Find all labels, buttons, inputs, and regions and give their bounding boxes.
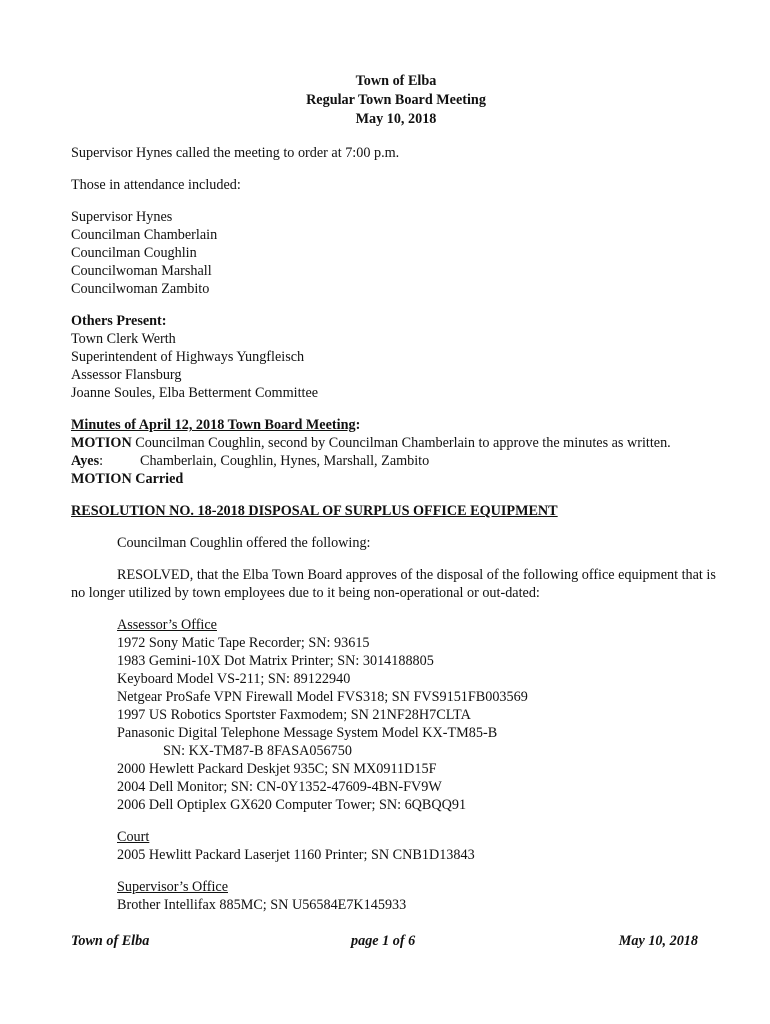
others-item: Town Clerk Werth <box>71 331 176 347</box>
equipment-item: 2006 Dell Optiplex GX620 Computer Tower; SN: 6QBQQ91 <box>117 797 467 813</box>
header-meeting-type: Regular Town Board Meeting <box>306 92 486 108</box>
court-heading: Court <box>117 829 150 845</box>
equipment-item: Keyboard Model VS-211; SN: 89122940 <box>117 671 351 687</box>
attendance-intro: Those in attendance included: <box>71 177 241 193</box>
attendee-item: Councilwoman Marshall <box>71 263 212 279</box>
assessor-office-heading: Assessor’s Office <box>117 617 217 633</box>
court-list <box>71 828 721 864</box>
minutes-heading <box>71 416 721 434</box>
ayes-colon: : <box>99 453 104 469</box>
motion-carried: MOTION Carried <box>71 471 184 487</box>
minutes-section <box>71 416 721 488</box>
others-present-heading: Others Present: <box>71 313 167 329</box>
resolution-title: RESOLUTION NO. 18-2018 DISPOSAL OF SURPLUS OFFICE EQUIPMENT <box>71 503 558 519</box>
equipment-item: 2005 Hewlitt Packard Laserjet 1160 Printer; SN CNB1D13843 <box>117 847 475 863</box>
supervisor-office-heading: Supervisor’s Office <box>117 879 228 895</box>
supervisor-office-list <box>71 878 721 914</box>
equipment-item: Netgear ProSafe VPN Firewall Model FVS318; SN FVS9151FB003569 <box>117 689 528 705</box>
minutes-motion <box>71 434 721 452</box>
attendee-item: Councilman Coughlin <box>71 245 197 261</box>
minutes-heading-text: Minutes of April 12, 2018 Town Board Meeting <box>71 417 356 433</box>
equipment-item: 1997 US Robotics Sportster Faxmodem; SN 21NF28H7CLTA <box>117 707 471 723</box>
resolution-resolved: RESOLVED, that the Elba Town Board approves of the disposal of the following office equipment that is no longer utilized by town employees due to it being non-operational or out-dated: <box>71 567 716 601</box>
equipment-item: 2004 Dell Monitor; SN: CN-0Y1352-47609-4BN-FV9W <box>117 779 442 795</box>
others-item: Superintendent of Highways Yungfleisch <box>71 349 305 365</box>
attendee-list <box>71 208 721 298</box>
motion-text: Councilman Coughlin, second by Councilman Chamberlain to approve the minutes as written. <box>131 435 671 451</box>
minutes-heading-colon: : <box>355 417 361 433</box>
motion-label: MOTION <box>71 435 132 451</box>
attendee-item: Councilwoman Zambito <box>71 281 210 297</box>
attendee-item: Councilman Chamberlain <box>71 227 218 243</box>
resolution-offered: Councilman Coughlin offered the following: <box>117 535 371 551</box>
minutes-ayes <box>71 452 721 470</box>
equipment-item: 1983 Gemini-10X Dot Matrix Printer; SN: 3014188805 <box>117 653 434 669</box>
others-present <box>71 312 721 402</box>
equipment-item: 2000 Hewlett Packard Deskjet 935C; SN MX0911D15F <box>117 761 437 777</box>
attendee-item: Supervisor Hynes <box>71 209 173 225</box>
equipment-item: Brother Intellifax 885MC; SN U56584E7K145933 <box>117 897 407 913</box>
ayes-text: Chamberlain, Coughlin, Hynes, Marshall, Zambito <box>140 453 430 469</box>
others-item: Assessor Flansburg <box>71 367 182 383</box>
equipment-item-serial: SN: KX-TM87-B 8FASA056750 <box>163 743 352 759</box>
opening-statement: Supervisor Hynes called the meeting to order at 7:00 p.m. <box>71 145 400 161</box>
equipment-item: Panasonic Digital Telephone Message System Model KX-TM85-B <box>117 725 498 741</box>
assessor-office-list <box>71 616 721 814</box>
document-header <box>71 72 721 129</box>
header-town: Town of Elba <box>355 73 437 89</box>
footer-town: Town of Elba <box>71 933 150 949</box>
others-item: Joanne Soules, Elba Betterment Committee <box>71 385 319 401</box>
header-date: May 10, 2018 <box>355 111 437 127</box>
document-page <box>71 72 721 914</box>
footer-date: May 10, 2018 <box>618 933 698 949</box>
ayes-label: Ayes <box>71 453 100 469</box>
equipment-item: 1972 Sony Matic Tape Recorder; SN: 93615 <box>117 635 370 651</box>
footer-page-number: page 1 of 6 <box>351 933 416 949</box>
